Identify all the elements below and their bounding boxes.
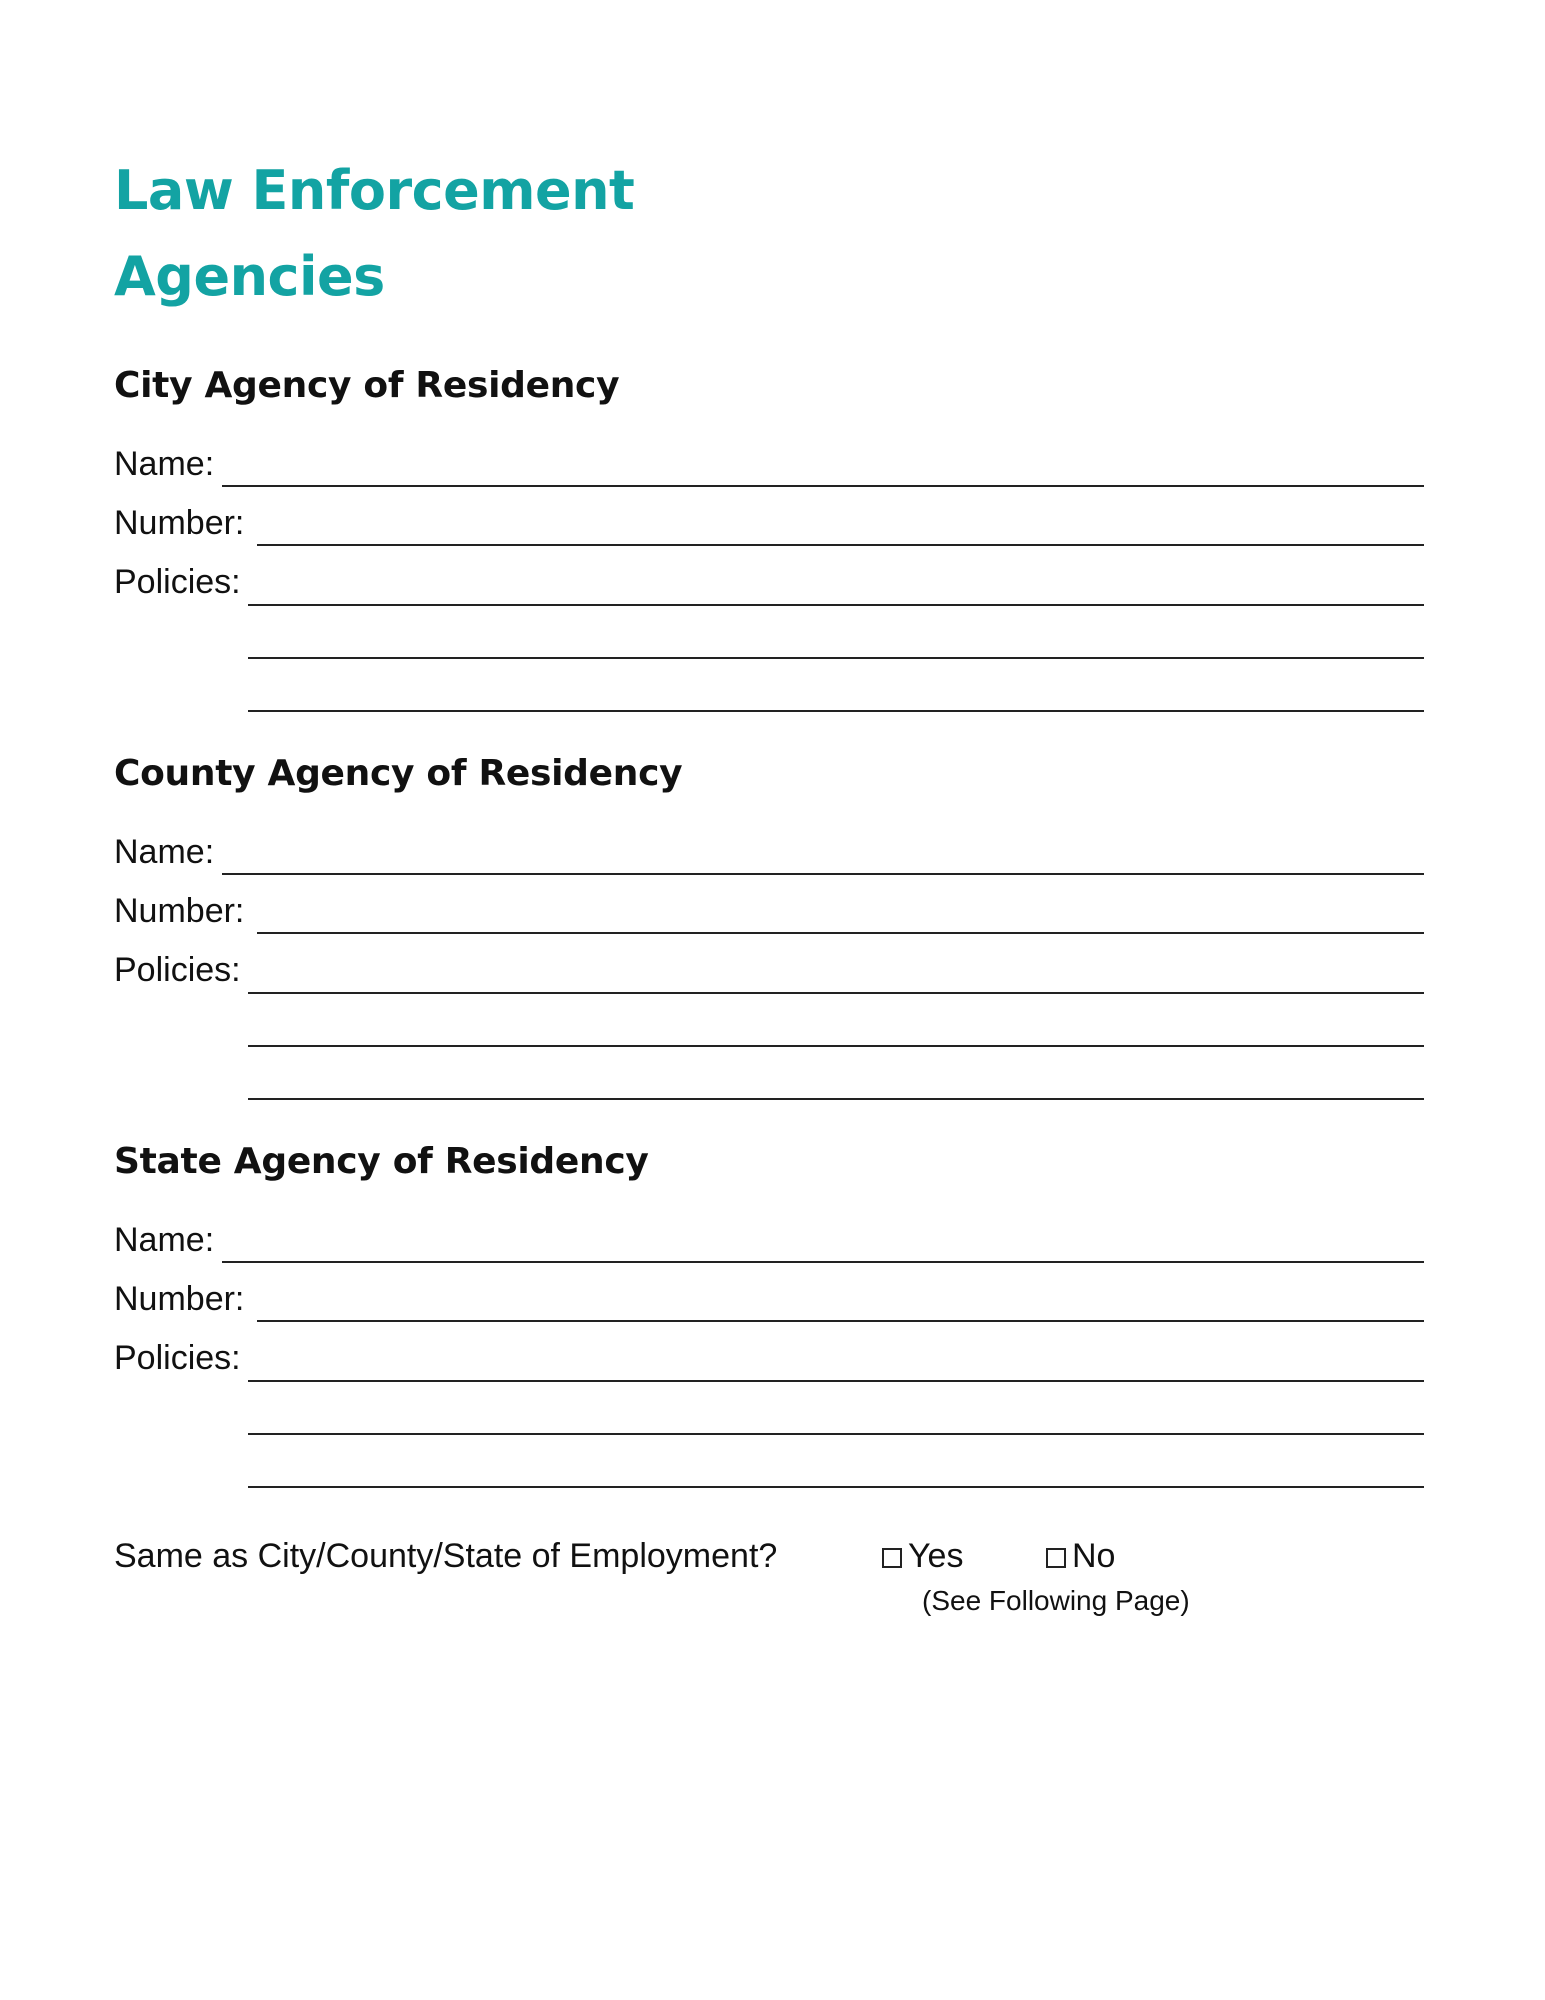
- county-section-heading: County Agency of Residency: [114, 753, 683, 794]
- city-policies-field-line-2[interactable]: [248, 657, 1424, 659]
- see-following-page-note: (See Following Page): [922, 1585, 1190, 1616]
- no-option[interactable]: [1046, 1536, 1115, 1576]
- state-name-label: Name:: [114, 1221, 215, 1259]
- yes-checkbox[interactable]: [882, 1548, 902, 1568]
- page-title-line-2: Agencies: [114, 245, 385, 308]
- state-section-heading: State Agency of Residency: [114, 1141, 649, 1182]
- city-policies-field-line-1[interactable]: [248, 604, 1424, 606]
- county-name-label: Name:: [114, 833, 215, 871]
- county-number-label: Number:: [114, 892, 245, 930]
- page-title-line-1: Law Enforcement: [114, 159, 635, 222]
- state-name-field[interactable]: [222, 1261, 1424, 1263]
- no-checkbox[interactable]: [1046, 1548, 1066, 1568]
- city-number-field[interactable]: [257, 544, 1424, 546]
- yes-label: Yes: [908, 1537, 964, 1575]
- page-title: [114, 148, 634, 320]
- city-number-label: Number:: [114, 504, 245, 542]
- county-policies-field-line-2[interactable]: [248, 1045, 1424, 1047]
- same-as-employment-question: Same as City/County/State of Employment?: [114, 1537, 778, 1575]
- city-name-label: Name:: [114, 445, 215, 483]
- county-number-field[interactable]: [257, 932, 1424, 934]
- county-policies-field-line-1[interactable]: [248, 992, 1424, 994]
- state-policies-field-line-3[interactable]: [248, 1486, 1424, 1488]
- state-policies-field-line-1[interactable]: [248, 1380, 1424, 1382]
- city-policies-field-line-3[interactable]: [248, 710, 1424, 712]
- city-name-field[interactable]: [222, 485, 1424, 487]
- county-policies-field-line-3[interactable]: [248, 1098, 1424, 1100]
- no-label: No: [1072, 1537, 1116, 1575]
- city-section-heading: City Agency of Residency: [114, 365, 620, 406]
- yes-option[interactable]: [882, 1536, 963, 1576]
- state-number-label: Number:: [114, 1280, 245, 1318]
- state-number-field[interactable]: [257, 1320, 1424, 1322]
- county-policies-label: Policies:: [114, 951, 241, 989]
- state-policies-field-line-2[interactable]: [248, 1433, 1424, 1435]
- county-name-field[interactable]: [222, 873, 1424, 875]
- state-policies-label: Policies:: [114, 1339, 241, 1377]
- city-policies-label: Policies:: [114, 563, 241, 601]
